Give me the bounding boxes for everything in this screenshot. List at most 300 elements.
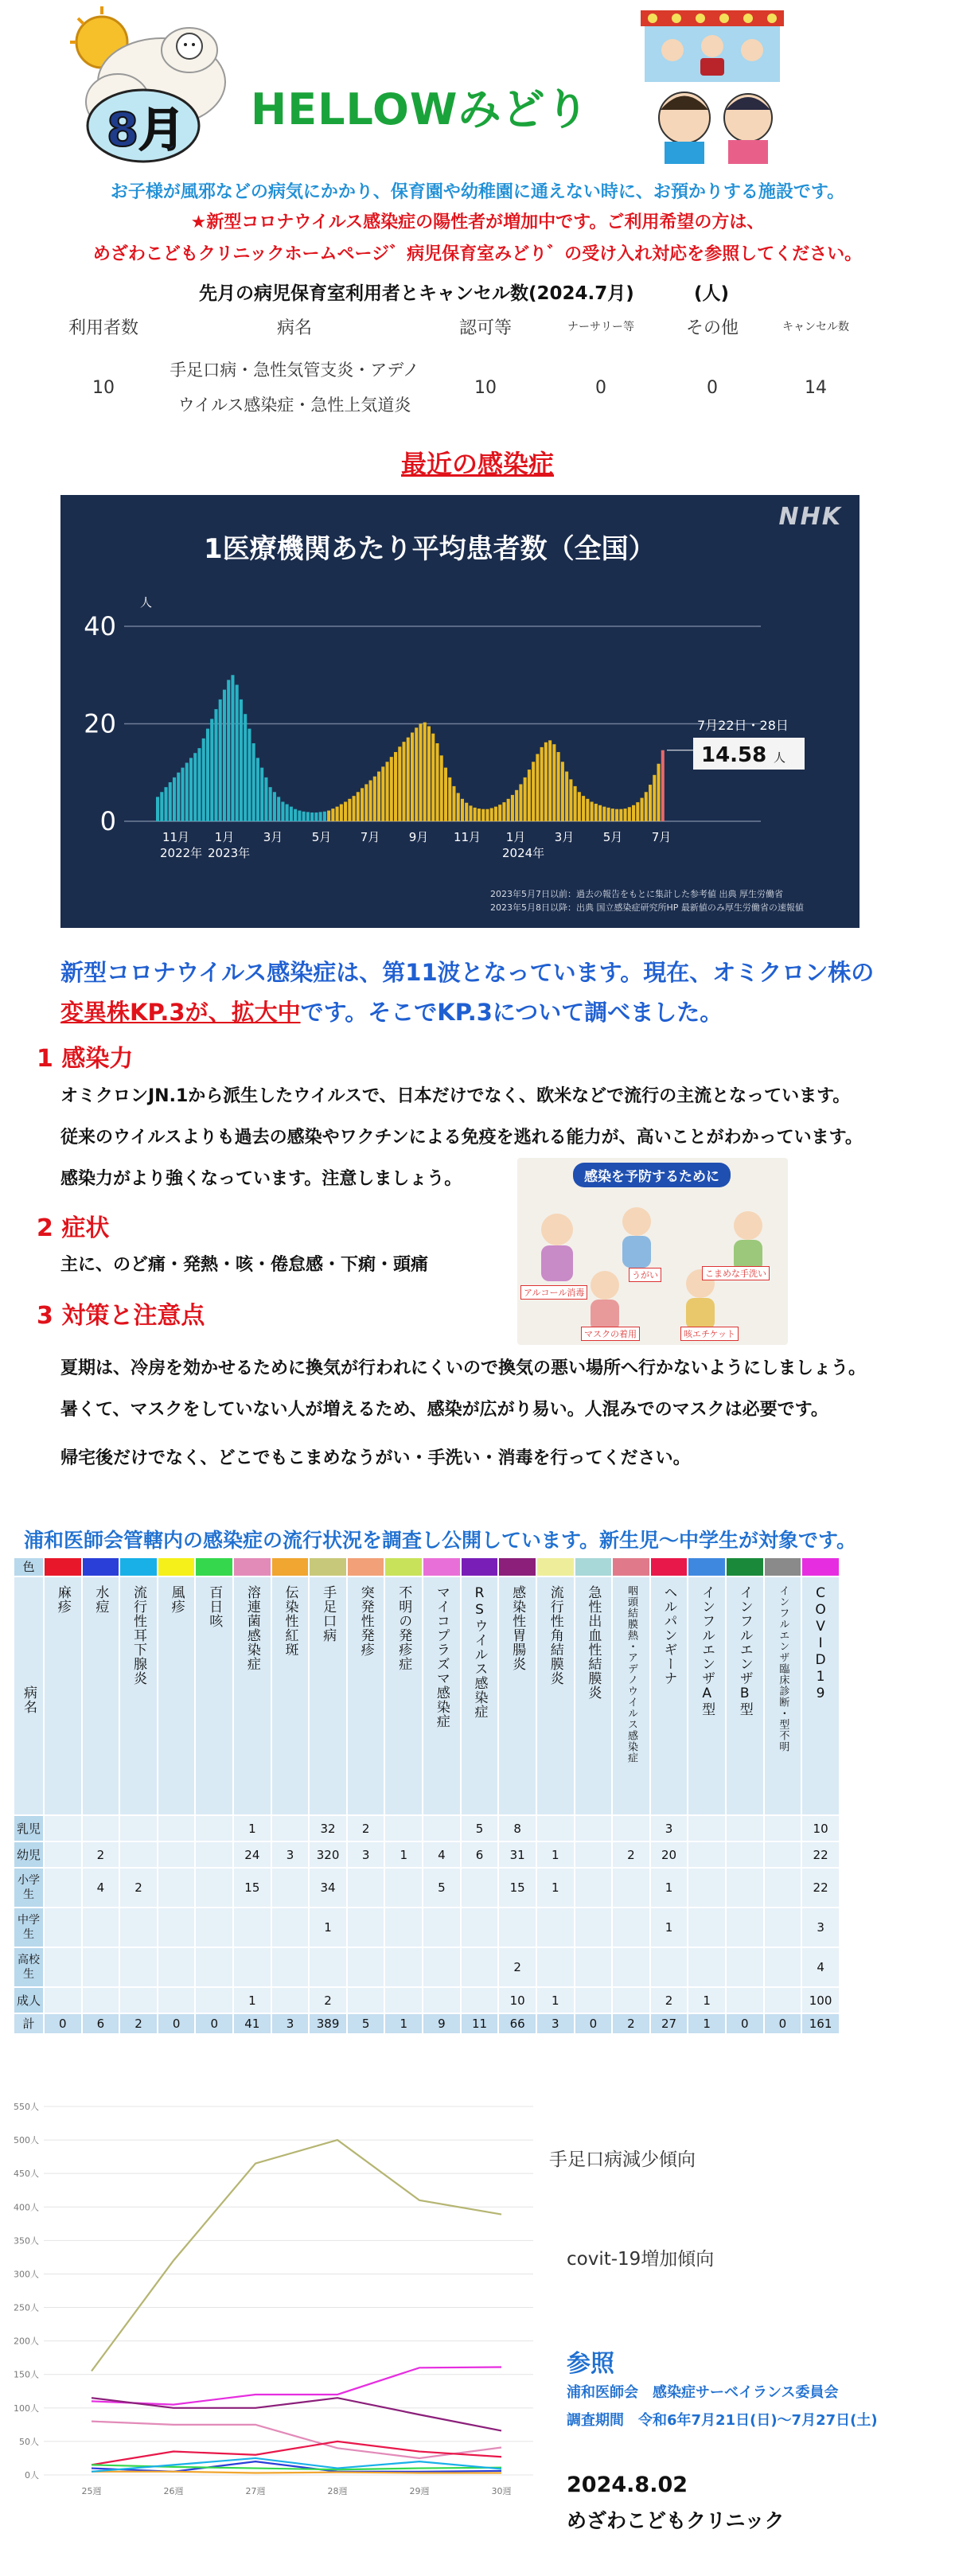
survey-cell <box>461 1947 499 1987</box>
survey-cell <box>82 1908 120 1947</box>
festival-illustration <box>637 6 788 166</box>
nhk-x-tick: 3月 <box>263 830 283 844</box>
nhk-bar <box>319 812 322 821</box>
nhk-bar <box>398 746 401 821</box>
survey-cell <box>575 1815 613 1841</box>
nhk-bar <box>260 768 263 821</box>
survey-cell <box>536 1815 575 1841</box>
survey-cell <box>688 1947 726 1987</box>
survey-color-swatch <box>650 1557 688 1576</box>
survey-cell <box>195 1908 233 1947</box>
survey-disease-header <box>612 1576 650 1815</box>
survey-cell <box>688 1815 726 1841</box>
survey-disease-header <box>82 1576 120 1815</box>
survey-cell: 2 <box>82 1841 120 1868</box>
survey-color-swatch <box>536 1557 575 1576</box>
survey-total-cell: 41 <box>233 2013 271 2034</box>
intro-line-2: ★新型コロナウイルス感染症の陽性者が増加中です。ご利用希望の方は、 <box>190 212 765 232</box>
nhk-bar <box>381 766 384 821</box>
survey-cell <box>44 1987 82 2013</box>
nhk-bar <box>394 752 397 821</box>
survey-disease-name: 急性出血性結膜炎 <box>585 1585 602 1700</box>
col-licensed: 認可等 <box>458 318 512 338</box>
trend-x-tick: 26週 <box>163 2486 184 2496</box>
survey-cell: 3 <box>271 1841 310 1868</box>
survey-disease-header <box>195 1576 233 1815</box>
survey-cell <box>384 1947 423 1987</box>
nhk-bar <box>624 809 627 821</box>
nhk-covid-chart <box>60 495 860 928</box>
nhk-bar <box>657 764 661 821</box>
intro-line-3: めざわこどもクリニックホームページ゛病児保育室みどり゛の受け入れ対応を参照してください。 <box>92 244 863 264</box>
survey-cell <box>347 1868 385 1908</box>
page-title: HELLOWみどり <box>251 84 590 134</box>
survey-disease-header <box>461 1576 499 1815</box>
trend-y-tick: 350人 <box>14 2235 39 2247</box>
survey-cell: 1 <box>650 1908 688 1947</box>
survey-cell <box>119 1947 158 1987</box>
survey-color-label: 色 <box>14 1557 44 1576</box>
survey-cell <box>575 1868 613 1908</box>
survey-disease-header <box>309 1576 347 1815</box>
survey-cell <box>423 1908 461 1947</box>
symptoms-line: 主に、のど痛・発熱・咳・倦怠感・下痢・頭痛 <box>60 1255 429 1275</box>
nhk-bar <box>373 777 376 821</box>
survey-row <box>14 1841 840 1868</box>
nhk-y-tick: 20 <box>84 708 116 739</box>
survey-cell <box>158 1868 196 1908</box>
survey-total-cell: 66 <box>498 2013 536 2034</box>
licensed-value: 10 <box>474 377 497 398</box>
nhk-bar <box>582 796 585 821</box>
survey-total-cell: 0 <box>195 2013 233 2034</box>
survey-cell: 4 <box>82 1868 120 1908</box>
survey-cell: 2 <box>612 1841 650 1868</box>
nhk-bar <box>415 727 418 821</box>
nhk-bar <box>615 809 618 821</box>
nhk-bar <box>519 784 522 821</box>
nhk-bar <box>231 675 234 821</box>
nhk-bar <box>160 792 163 821</box>
nhk-x-tick: 5月 <box>602 830 623 844</box>
survey-cell <box>271 1908 310 1947</box>
nhk-bar <box>256 758 259 821</box>
survey-color-swatch <box>801 1557 840 1576</box>
col-cancel: キャンセル数 <box>782 321 849 333</box>
survey-disease-name: 麻疹 <box>54 1585 71 1614</box>
survey-disease-header <box>498 1576 536 1815</box>
survey-row-label: 成人 <box>14 1987 44 2013</box>
survey-cell: 3 <box>347 1841 385 1868</box>
survey-cell <box>384 1815 423 1841</box>
nhk-bar <box>353 796 356 821</box>
nhk-bar <box>645 792 648 821</box>
intro-line-1: お子様が風邪などの病気にかかり、保育園や幼稚園に通えない時に、お預かりする施設です。 <box>110 182 845 202</box>
nhk-bar <box>461 799 464 821</box>
nhk-bar <box>377 772 380 821</box>
nhk-bar <box>310 813 314 821</box>
nhk-bar <box>457 793 460 821</box>
survey-cell <box>688 1841 726 1868</box>
survey-color-swatch <box>498 1557 536 1576</box>
usage-table <box>48 309 867 431</box>
nhk-bar <box>390 757 393 821</box>
survey-row <box>14 1987 840 2013</box>
recent-infections-title: 最近の感染症 <box>400 449 554 479</box>
measures-line-2: 暑くて、マスクをしていない人が増えるため、感染が広がり易い。人混みでのマスクは必要です。 <box>60 1400 828 1420</box>
survey-cell <box>498 1908 536 1947</box>
nhk-bar <box>490 808 493 821</box>
trend-y-tick: 200人 <box>14 2336 39 2347</box>
survey-color-swatch <box>575 1557 613 1576</box>
survey-cell <box>726 1868 764 1908</box>
nhk-bar <box>281 802 284 822</box>
survey-cell <box>195 1841 233 1868</box>
survey-disease-name: COVID19 <box>813 1585 829 1702</box>
nhk-bar <box>485 809 489 821</box>
nhk-bar <box>552 744 555 821</box>
survey-cell: 1 <box>688 1987 726 2013</box>
trend-y-tick: 100人 <box>14 2403 39 2414</box>
survey-row-label: 乳児 <box>14 1815 44 1841</box>
trend-y-tick: 450人 <box>14 2169 39 2180</box>
nhk-bar <box>540 747 544 821</box>
nhk-bar <box>248 729 251 821</box>
nhk-bar <box>290 807 293 821</box>
survey-disease-name: 風疹 <box>168 1585 185 1614</box>
trend-y-tick: 400人 <box>14 2202 39 2213</box>
survey-total-cell: 2 <box>612 2013 650 2034</box>
infectivity-line-2: 従来のウイルスよりも過去の感染やワクチンによる免疫を逃れる能力が、高いことがわかっています。 <box>60 1128 863 1148</box>
nhk-year-2024: 2024年 <box>502 846 545 860</box>
nhk-bar <box>619 809 622 821</box>
survey-total-label: 計 <box>14 2013 44 2034</box>
survey-disease-name: 伝染性紅斑 <box>282 1585 298 1657</box>
nhk-source-2: 2023年5月8日以降：出典 国立感染症研究所HP 最新値のみ厚生労働省の速報値 <box>490 902 804 913</box>
trend-y-tick: 50人 <box>19 2436 39 2447</box>
survey-total-cell: 11 <box>461 2013 499 2034</box>
survey-cell <box>195 1987 233 2013</box>
nhk-bar <box>465 803 468 821</box>
prevention-label-gargle: うがい <box>629 1268 661 1282</box>
nhk-bar <box>419 724 422 822</box>
trend-x-tick: 25週 <box>81 2486 102 2496</box>
survey-cell: 320 <box>309 1841 347 1868</box>
survey-color-swatch <box>688 1557 726 1576</box>
survey-disease-name: 手足口病 <box>320 1585 337 1643</box>
survey-disease-name: 溶連菌感染症 <box>244 1585 260 1671</box>
trend-note-covid: covit-19増加傾向 <box>567 2249 715 2270</box>
covid-headline-2: 変異株KP.3が、拡大中です。そこでKP.3について調べました。 <box>60 999 723 1026</box>
trend-series-line <box>92 2140 501 2371</box>
month-badge: 8月 <box>106 103 185 157</box>
col-other: その他 <box>685 318 739 338</box>
nhk-x-tick: 7月 <box>651 830 672 844</box>
survey-cell <box>650 1947 688 1987</box>
survey-cell: 100 <box>801 1987 840 2013</box>
nhk-bar <box>302 812 306 821</box>
survey-cell <box>575 1987 613 2013</box>
nhk-x-tick: 7月 <box>360 830 380 844</box>
nhk-bar <box>548 740 552 821</box>
section-infectivity-title: 1 感染力 <box>37 1045 134 1073</box>
trend-y-tick: 150人 <box>14 2369 39 2380</box>
nhk-bar <box>361 788 364 821</box>
survey-disease-name: 流行性角結膜炎 <box>547 1585 563 1686</box>
survey-disease-name: 感染性胃腸炎 <box>509 1585 526 1671</box>
nhk-bar <box>403 742 406 821</box>
survey-cell <box>158 1908 196 1947</box>
survey-disease-header <box>347 1576 385 1815</box>
nhk-y-unit: 人 <box>140 595 153 610</box>
survey-total-cell: 0 <box>764 2013 802 2034</box>
other-value: 0 <box>707 377 718 398</box>
survey-disease-header <box>119 1576 158 1815</box>
survey-total-cell: 27 <box>650 2013 688 2034</box>
trend-y-tick: 0人 <box>25 2470 39 2481</box>
survey-disease-header <box>726 1576 764 1815</box>
survey-cell: 2 <box>498 1947 536 1987</box>
trend-series-line <box>92 2367 501 2404</box>
usage-title: 先月の病児保育室利用者とキャンセル数(2024.7月) <box>199 283 634 304</box>
nhk-bar <box>156 797 159 821</box>
nhk-bar <box>369 781 372 821</box>
survey-cell <box>612 1987 650 2013</box>
survey-cell: 5 <box>423 1868 461 1908</box>
survey-cell: 5 <box>461 1815 499 1841</box>
survey-cell <box>726 1987 764 2013</box>
trend-note-hfmd: 手足口病減少傾向 <box>549 2149 696 2170</box>
survey-row <box>14 1868 840 1908</box>
nhk-bar <box>164 787 167 821</box>
survey-cell <box>764 1947 802 1987</box>
nhk-bar <box>474 808 477 821</box>
col-disease: 病名 <box>276 318 312 338</box>
survey-cell <box>764 1841 802 1868</box>
nhk-x-tick: 11月 <box>453 830 481 844</box>
nhk-bar <box>264 777 267 821</box>
survey-cell <box>44 1868 82 1908</box>
survey-cell <box>612 1868 650 1908</box>
nhk-bar <box>169 782 172 821</box>
survey-cell <box>726 1947 764 1987</box>
nhk-bar <box>611 809 614 821</box>
prevention-title: 感染を予防するために <box>573 1163 731 1187</box>
disease-line-1: 手足口病・急性気管支炎・アデノ <box>170 360 419 380</box>
survey-disease-name: 咽頭結膜熱・アデノウイルス感染症 <box>625 1585 637 1763</box>
survey-cell <box>119 1908 158 1947</box>
trend-x-tick: 27週 <box>245 2486 266 2496</box>
survey-cell: 6 <box>461 1841 499 1868</box>
survey-cell <box>688 1908 726 1947</box>
usage-unit: (人) <box>694 283 730 304</box>
survey-cell <box>82 1947 120 1987</box>
survey-color-swatch <box>82 1557 120 1576</box>
nhk-bar <box>364 784 368 821</box>
nhk-bar <box>185 763 189 822</box>
survey-cell <box>271 1868 310 1908</box>
usage-header-row <box>48 309 867 344</box>
prevention-label-mask: マスクの着用 <box>581 1327 640 1341</box>
nhk-x-tick: 9月 <box>408 830 429 844</box>
survey-cell: 15 <box>233 1868 271 1908</box>
survey-disease-header <box>423 1576 461 1815</box>
survey-cell: 4 <box>423 1841 461 1868</box>
survey-cell <box>44 1908 82 1947</box>
nhk-bar <box>244 714 247 821</box>
survey-total-cell: 0 <box>726 2013 764 2034</box>
survey-cell <box>726 1841 764 1868</box>
survey-cell <box>271 1987 310 2013</box>
nhk-bar <box>661 750 665 821</box>
nhk-bar <box>569 779 572 821</box>
survey-cell <box>195 1868 233 1908</box>
survey-cell: 1 <box>233 1987 271 2013</box>
nhk-bar <box>524 777 527 821</box>
nhk-bar <box>386 762 389 821</box>
nhk-chart-plot <box>60 495 860 928</box>
survey-cell: 24 <box>233 1841 271 1868</box>
survey-cell <box>688 1868 726 1908</box>
survey-cell <box>423 1987 461 2013</box>
nhk-bar <box>348 799 351 821</box>
nhk-bar <box>653 775 656 821</box>
survey-color-swatch <box>423 1557 461 1576</box>
survey-cell <box>612 1908 650 1947</box>
survey-disease-name: 流行性耳下腺炎 <box>131 1585 147 1686</box>
nhk-bar <box>306 812 310 821</box>
survey-row-label: 高校生 <box>14 1947 44 1987</box>
nhk-bar <box>273 792 276 821</box>
nhk-bar <box>557 752 560 821</box>
disease-line-2: ウイルス感染症・急性上気道炎 <box>177 396 411 415</box>
survey-disease-header <box>764 1576 802 1815</box>
survey-cell <box>726 1815 764 1841</box>
survey-cell <box>82 1815 120 1841</box>
survey-cell: 4 <box>801 1947 840 1987</box>
survey-total-cell: 5 <box>347 2013 385 2034</box>
col-nursery: ナーサリー等 <box>567 321 634 333</box>
survey-disease-name: ヘルパンギーナ <box>661 1585 677 1686</box>
nhk-bar <box>173 777 176 821</box>
survey-disease-row <box>14 1576 840 1815</box>
nhk-bar <box>477 809 481 821</box>
survey-disease-name: マイコプラズマ感染症 <box>433 1585 450 1728</box>
survey-color-swatch <box>764 1557 802 1576</box>
nhk-bar <box>565 772 568 821</box>
nhk-bar <box>357 792 360 821</box>
nhk-bar <box>277 797 280 821</box>
survey-cell <box>119 1815 158 1841</box>
survey-cell <box>158 1815 196 1841</box>
survey-disease-header <box>688 1576 726 1815</box>
survey-color-swatch <box>384 1557 423 1576</box>
nhk-x-tick: 3月 <box>554 830 575 844</box>
infectivity-line-1: オミクロンJN.1から派生したウイルスで、日本だけでなく、欧米などで流行の主流となっています。 <box>60 1086 851 1106</box>
nhk-bar <box>236 685 239 822</box>
nhk-x-tick: 1月 <box>214 830 235 844</box>
survey-table <box>13 1557 840 2035</box>
survey-disease-name: RSウイルス感染症 <box>471 1585 488 1719</box>
survey-cell <box>347 1947 385 1987</box>
trend-x-tick: 30週 <box>491 2486 512 2496</box>
nhk-bar <box>214 709 217 821</box>
nhk-year-2022: 2022年 <box>160 846 203 860</box>
survey-cell <box>423 1815 461 1841</box>
nhk-bar <box>197 748 201 821</box>
survey-cell <box>575 1908 613 1947</box>
survey-cell <box>233 1908 271 1947</box>
survey-cell <box>347 1987 385 2013</box>
survey-cell: 1 <box>309 1908 347 1947</box>
survey-cell: 1 <box>233 1815 271 1841</box>
survey-disease-name: 不明の発疹症 <box>396 1585 412 1671</box>
nhk-callout-range: 7月22日・28日 <box>697 718 789 733</box>
nhk-bar <box>314 813 318 821</box>
survey-disease-header <box>801 1576 840 1815</box>
nhk-bar <box>444 768 447 821</box>
trend-series-line <box>92 2442 501 2465</box>
survey-cell: 32 <box>309 1815 347 1841</box>
survey-cell <box>347 1908 385 1947</box>
nhk-bar <box>586 799 589 821</box>
survey-total-cell: 1 <box>688 2013 726 2034</box>
survey-cell <box>195 1947 233 1987</box>
nhk-bar <box>407 738 410 821</box>
nhk-bar <box>607 808 610 821</box>
survey-total-cell: 0 <box>44 2013 82 2034</box>
nhk-bar <box>440 755 443 821</box>
disease-value <box>159 344 430 431</box>
survey-cell: 2 <box>309 1987 347 2013</box>
clinic-name: めざわこどもクリニック <box>567 2509 785 2532</box>
nhk-bar <box>331 809 334 821</box>
trend-series-line <box>92 2398 501 2430</box>
nhk-bar <box>636 802 639 821</box>
nhk-bar <box>202 739 205 821</box>
survey-color-swatch <box>195 1557 233 1576</box>
covid-headline-1: 新型コロナウイルス感染症は、第11波となっています。現在、オミクロン株の <box>60 959 875 986</box>
survey-color-swatch <box>119 1557 158 1576</box>
nhk-x-tick: 11月 <box>162 830 190 844</box>
nhk-bar <box>515 790 518 821</box>
survey-cell <box>384 1908 423 1947</box>
nhk-bar <box>193 753 197 821</box>
nhk-bar <box>507 799 510 821</box>
nhk-bar <box>240 700 243 821</box>
survey-total-cell: 6 <box>82 2013 120 2034</box>
survey-row-label: 中学生 <box>14 1908 44 1947</box>
survey-row <box>14 1947 840 1987</box>
nhk-bar <box>649 785 652 821</box>
survey-cell: 1 <box>536 1987 575 2013</box>
nhk-bar <box>206 729 209 821</box>
prevention-label-cough: 咳エチケット <box>680 1327 739 1341</box>
reference-org: 浦和医師会 感染症サーベイランス委員会 <box>567 2384 839 2401</box>
nhk-bar <box>448 777 451 821</box>
survey-row <box>14 1815 840 1841</box>
nursery-value: 0 <box>595 377 606 398</box>
survey-cell <box>158 1947 196 1987</box>
survey-cell <box>44 1841 82 1868</box>
reference-title: 参照 <box>567 2350 614 2378</box>
nhk-bar <box>340 805 343 821</box>
survey-cell <box>461 1868 499 1908</box>
nhk-bar <box>511 795 514 821</box>
survey-row-label: 小学生 <box>14 1868 44 1908</box>
nhk-bar <box>528 770 531 821</box>
survey-disease-name: 水痘 <box>92 1585 109 1614</box>
